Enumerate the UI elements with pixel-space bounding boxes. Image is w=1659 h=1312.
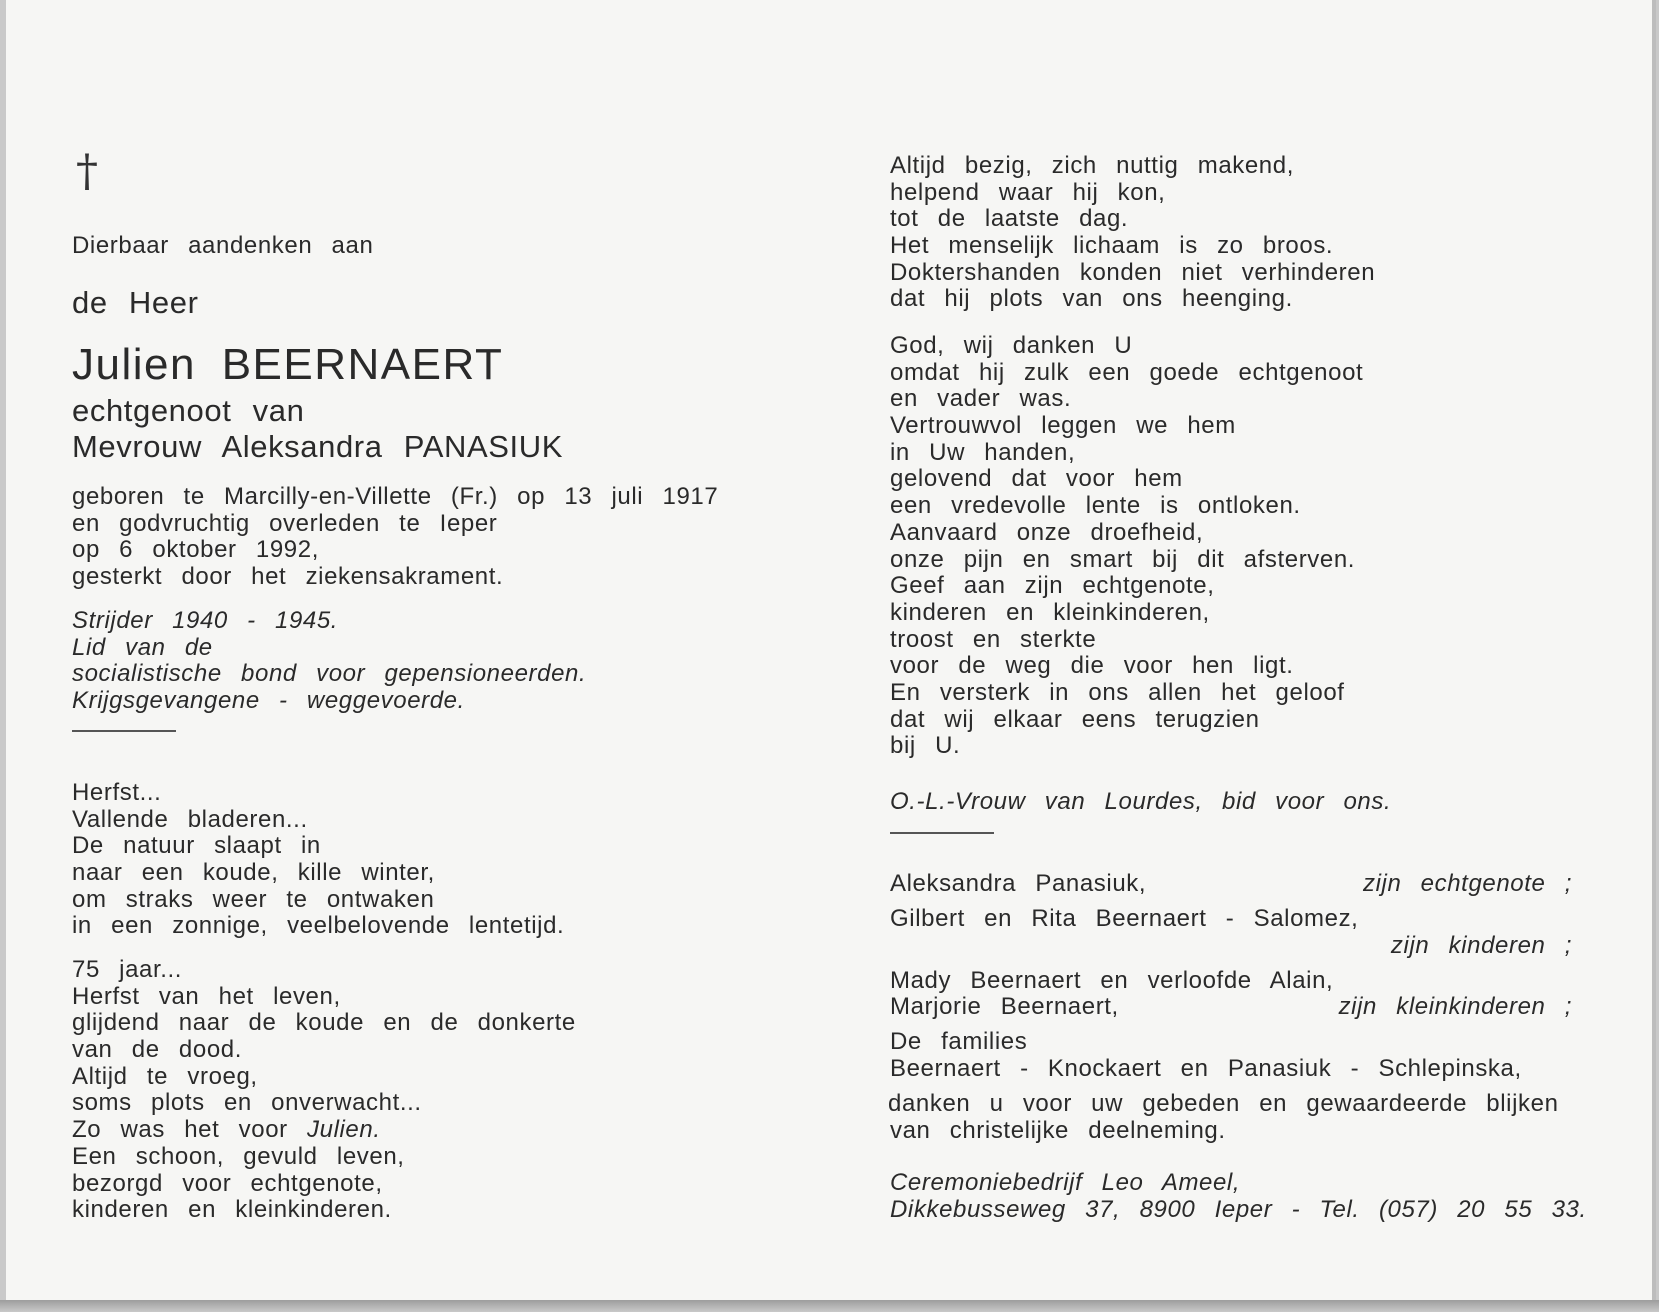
families-label: De families xyxy=(890,1028,1028,1055)
families-names: Beernaert - Knockaert en Panasiuk - Schlepinska, xyxy=(890,1055,1522,1082)
poem-line: Herfst van het leven, xyxy=(72,982,341,1010)
poem-line: om straks weer te ontwaken xyxy=(72,885,435,913)
spouse-name: Mevrouw Aleksandra PANASIUK xyxy=(72,429,564,464)
divider xyxy=(72,730,176,732)
poem-line: Herfst... xyxy=(72,779,162,806)
bio-line: op 6 oktober 1992, xyxy=(72,536,319,564)
poem-line: glijdend naar de koude en de donkerte xyxy=(72,1009,576,1037)
poem-text: Zo was het voor xyxy=(72,1116,308,1144)
spouse-line: echtgenoot van xyxy=(72,393,305,428)
prayer-line: onze pijn en smart bij dit afsterven. xyxy=(890,545,1356,573)
prayer-line: Geef aan zijn echtgenote, xyxy=(890,572,1215,600)
poem-line: bezorgd voor echtgenote, xyxy=(72,1169,383,1197)
deceased-name: Julien BEERNAERT xyxy=(72,340,504,389)
family-grandchild: Marjorie Beernaert, xyxy=(890,993,1119,1020)
note-line: Krijgsgevangene - weggevoerde. xyxy=(72,687,465,715)
poem-autumn xyxy=(72,780,564,940)
prayer-line: En versterk in ons allen het geloof xyxy=(890,678,1345,706)
prayer-line: voor de weg die voor hen ligt. xyxy=(890,652,1294,680)
poem-line xyxy=(72,1117,576,1144)
family-grandchildren-role: zijn kleinkinderen ; xyxy=(1338,993,1572,1020)
family-list xyxy=(888,0,1587,1300)
intro-text: Dierbaar aandenken aan xyxy=(72,232,374,259)
poem-line: Vallende bladeren... xyxy=(72,805,308,833)
poem-line: 75 jaar... xyxy=(72,956,183,983)
poem-line: kinderen en kleinkinderen. xyxy=(72,1196,392,1224)
note-line: Lid van de xyxy=(72,633,213,661)
prayer-line: Vertrouwvol leggen we hem xyxy=(890,412,1236,440)
prayer-line: dat wij elkaar eens terugzien xyxy=(890,705,1260,733)
prayer-line: gelovend dat voor hem xyxy=(890,465,1183,493)
thanks-line: van christelijke deelneming. xyxy=(890,1117,1226,1144)
notes xyxy=(72,608,586,715)
poem-line: helpend waar hij kon, xyxy=(890,178,1166,206)
poem-line: soms plots en onverwacht... xyxy=(72,1089,422,1117)
honorific: de Heer xyxy=(72,285,199,320)
poem-line: dat hij plots van ons heenging. xyxy=(890,285,1293,313)
poem-line: Een schoon, gevuld leven, xyxy=(72,1142,405,1170)
prayer-line: in Uw handen, xyxy=(890,438,1076,466)
deceased-first-name: Julien. xyxy=(307,1116,381,1144)
note-line: Strijder 1940 - 1945. xyxy=(72,607,339,634)
bio-line: en godvruchtig overleden te Ieper xyxy=(72,509,498,537)
prayer-line: en vader was. xyxy=(890,385,1072,413)
family-children-role: zijn kinderen ; xyxy=(1390,932,1572,959)
cross-symbol: † xyxy=(76,146,99,197)
poem-line: De natuur slaapt in xyxy=(72,832,321,860)
poem-line: Het menselijk lichaam is zo broos. xyxy=(890,232,1334,260)
memorial-card xyxy=(6,0,1656,1300)
poem-line: Altijd te vroeg, xyxy=(72,1062,258,1090)
family-spouse: Aleksandra Panasiuk, xyxy=(890,870,1147,897)
poem-line: Doktershanden konden niet verhinderen xyxy=(890,258,1376,286)
scan-edge xyxy=(0,1300,1659,1312)
biography xyxy=(72,484,718,591)
family-grandchild: Mady Beernaert en verloofde Alain, xyxy=(890,967,1334,994)
undertaker-name: Ceremoniebedrijf Leo Ameel, xyxy=(890,1169,1241,1196)
thanks-line: danken u voor uw gebeden en gewaardeerde blijken xyxy=(888,1090,1559,1117)
prayer-line: troost en sterkte xyxy=(890,625,1097,653)
prayer-line: een vredevolle lente is ontloken. xyxy=(890,492,1301,520)
invocation: O.-L.-Vrouw van Lourdes, bid voor ons. xyxy=(890,788,1392,815)
note-line: socialistische bond voor gepensioneerden. xyxy=(72,660,587,688)
poem-line: van de dood. xyxy=(72,1036,242,1064)
poem-line: Altijd bezig, zich nuttig makend, xyxy=(890,152,1294,179)
bio-line: gesterkt door het ziekensakrament. xyxy=(72,563,504,591)
bio-line: geboren te Marcilly-en-Villette (Fr.) op 13 juli 1917 xyxy=(72,483,719,510)
prayer-line: kinderen en kleinkinderen, xyxy=(890,598,1210,626)
family-spouse-role: zijn echtgenote ; xyxy=(1363,870,1572,897)
poem-life xyxy=(72,957,576,1224)
family-children: Gilbert en Rita Beernaert - Salomez, xyxy=(890,905,1359,932)
poem-line: naar een koude, kille winter, xyxy=(72,859,435,887)
prayer-line: bij U. xyxy=(890,732,961,760)
undertaker-address: Dikkebusseweg 37, 8900 Ieper - Tel. (057) 20 55 33. xyxy=(890,1196,1587,1223)
poem-line: in een zonnige, veelbelovende lentetijd. xyxy=(72,912,565,940)
prayer-line: God, wij danken U xyxy=(890,332,1133,359)
prayer-line: Aanvaard onze droefheid, xyxy=(890,518,1204,546)
poem-line: tot de laatste dag. xyxy=(890,205,1129,233)
prayer-line: omdat hij zulk een goede echtgenoot xyxy=(890,358,1364,386)
